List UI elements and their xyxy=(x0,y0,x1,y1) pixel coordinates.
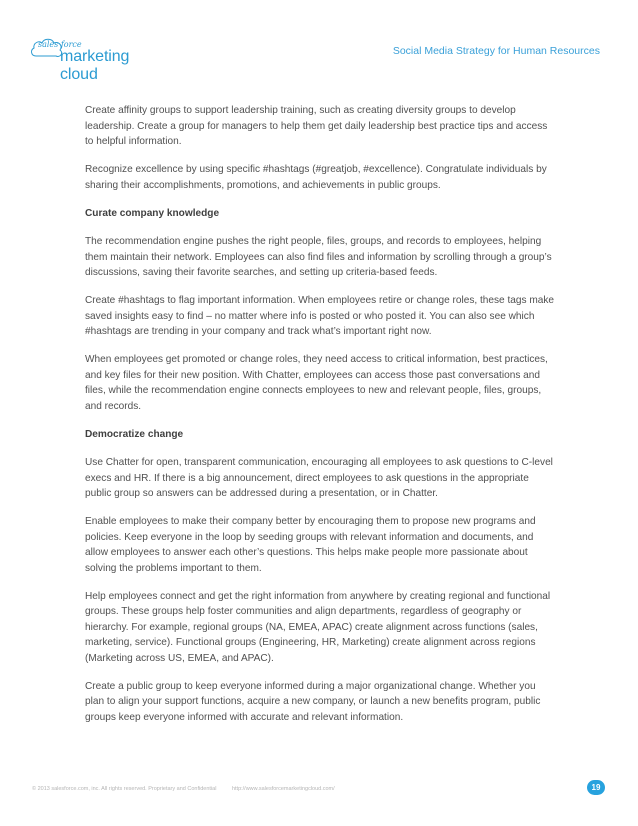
footer-url-link[interactable]: http://www.salesforcemarketingcloud.com/ xyxy=(231,786,335,792)
brand-logo xyxy=(30,36,160,83)
section-heading: Curate company knowledge xyxy=(85,207,220,219)
section-heading: Democratize change xyxy=(85,428,184,440)
logo-marketing-cloud-text: marketing cloud xyxy=(60,48,130,83)
paragraph: Enable employees to make their company better by encouraging them to propose new programs and policies. Keep everyone in the loop by seeding groups with relevant information and documents, and allow employees to answer each other’s questions. This helps make people more passionate about solving the problems important to them. xyxy=(85,516,536,574)
main-content xyxy=(85,103,555,738)
page-number-badge: 19 xyxy=(587,780,605,795)
footer xyxy=(32,786,335,792)
paragraph: The recommendation engine pushes the right people, files, groups, and records to employees, helping them maintain their network. Employees can also find files and information by scrolling through a group’s discussions, saving their favorite searches, and setting up criteria-based feeds. xyxy=(85,236,552,278)
paragraph: When employees get promoted or change roles, they need access to critical information, best practices, and key files for their new position. With Chatter, employees can access those past conversations and files, while the recommendation engine connects employees to new and relevant people, files, groups, and records. xyxy=(85,354,548,412)
paragraph: Create #hashtags to flag important information. When employees retire or change roles, these tags make saved insights easy to find – no matter where info is posted or who posted it. You can also see which #hashtags are trending in your company and track what’s important right now. xyxy=(85,295,555,337)
paragraph: Use Chatter for open, transparent communication, encouraging all employees to ask questions to C-level execs and HR. If there is a big announcement, direct employees to ask questions in the appropriate public group so answers can be addressed during a presentation, or in Chatter. xyxy=(85,457,553,499)
paragraph: Create a public group to keep everyone informed during a major organizational change. Whether you plan to align your support functions, acquire a new company, or launch a new benefits program, public groups keep everyone informed with accurate and relevant information. xyxy=(85,680,541,723)
document-title: Social Media Strategy for Human Resources xyxy=(392,45,600,57)
footer-copyright: © 2013 salesforce.com, inc. All rights reserved. Proprietary and Confidential xyxy=(32,786,217,792)
paragraph: Help employees connect and get the right information from anywhere by creating regional and functional groups. These groups help foster communities and align departments, regardless of geography or hierarchy. For example, regional groups (NA, EMEA, APAC) create alignment across functions (sales, marketing, service). Functional groups (Engineering, HR, Marketing) create alignment across regions (Marketing across US, EMEA, and APAC). xyxy=(85,590,551,664)
logo-salesforce-text: sales force xyxy=(38,40,82,49)
paragraph: Recognize excellence by using specific #hashtags (#greatjob, #excellence). Congratulate individuals by sharing their accomplishments, promotions, and achievements in public groups. xyxy=(85,164,547,191)
paragraph: Create affinity groups to support leadership training, such as creating diversity groups to develop leadership. Create a group for managers to help them get daily leadership best practice tips and access to helpful information. xyxy=(85,105,548,147)
